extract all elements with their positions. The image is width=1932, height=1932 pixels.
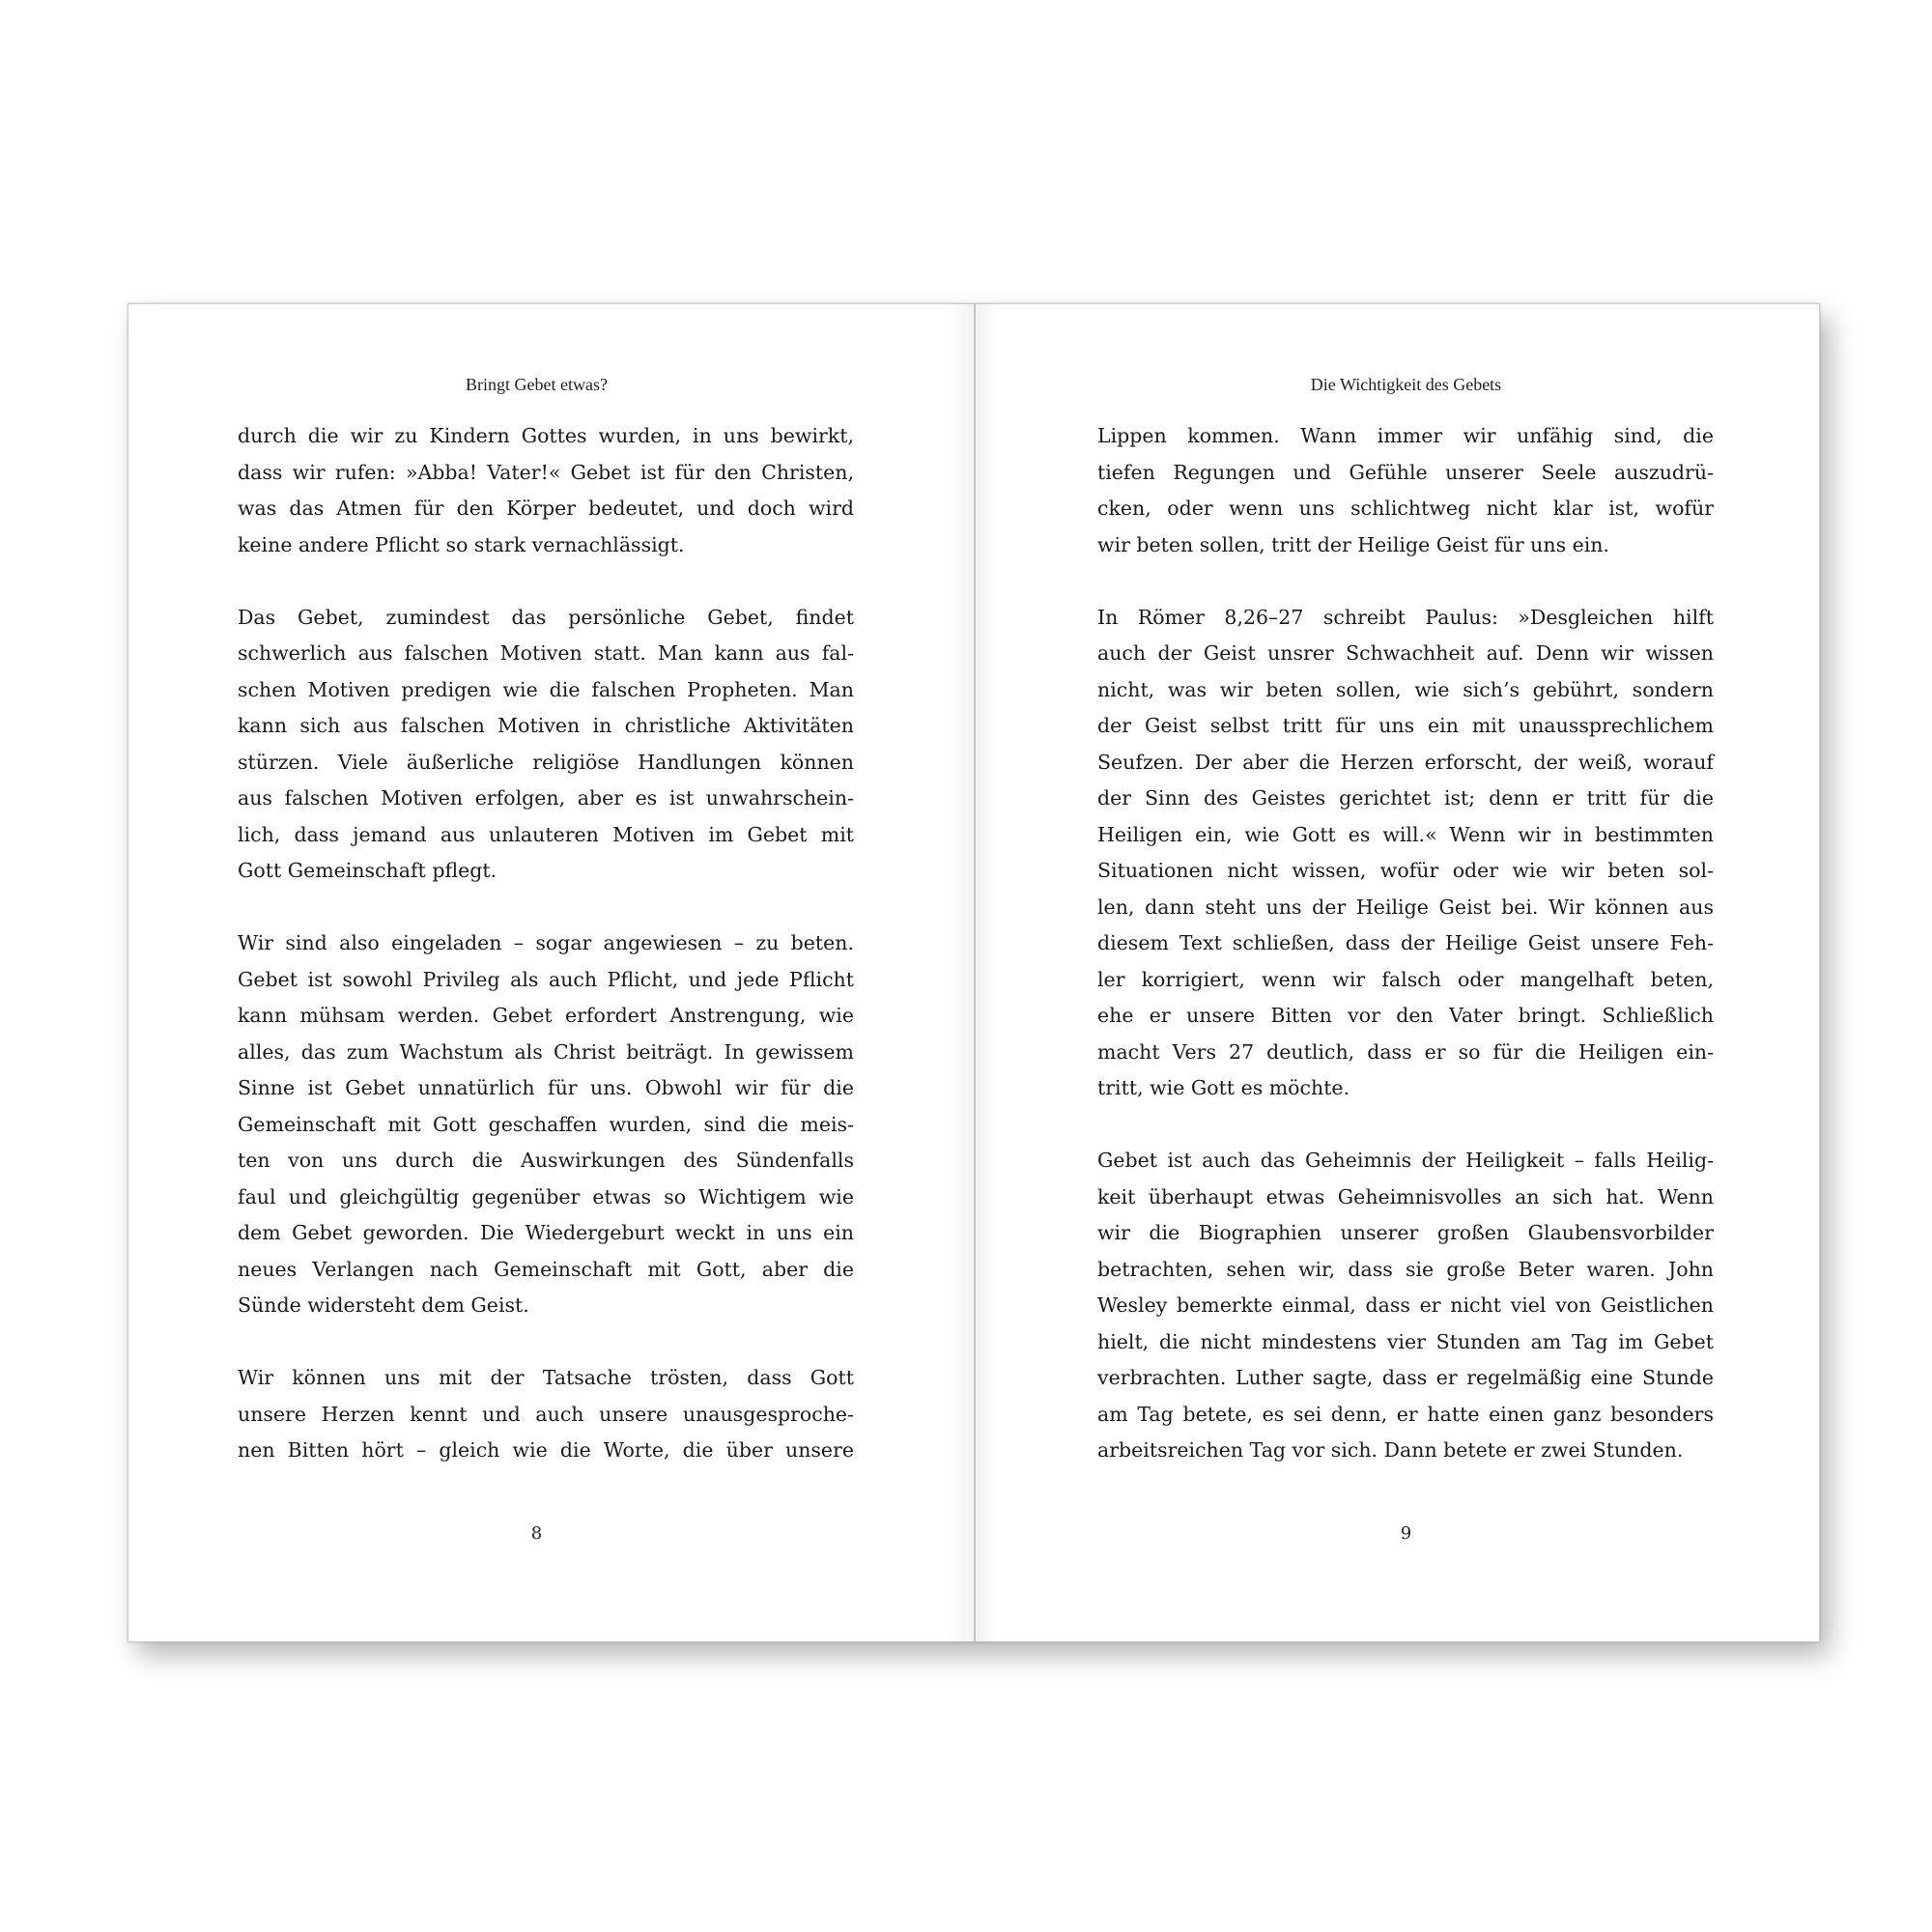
text-line: ten von uns durch die Auswirkungen des Sündenfalls (238, 1149, 854, 1172)
text-line: cken, oder wenn uns schlichtweg nicht klar ist, wofür (1097, 497, 1714, 520)
paragraph (238, 600, 854, 890)
right-page-body (1097, 418, 1714, 1505)
text-line: kann mühsam werden. Gebet erfordert Anstrengung, wie (238, 1004, 854, 1027)
paragraph (238, 1360, 854, 1469)
text-line: tiefen Regungen und Gefühle unserer Seele auszudrü- (1097, 460, 1714, 484)
text-line: durch die wir zu Kindern Gottes wurden, in uns bewirkt, (238, 424, 854, 447)
text-line: nen Bitten hört – gleich wie die Worte, die über unsere (238, 1438, 854, 1462)
text-line: wir die Biographien unserer großen Glaubensvorbilder (1097, 1221, 1714, 1244)
text-line: diesem Text schließen, dass der Heilige Geist unsere Feh- (1097, 931, 1714, 954)
text-line: aus falschen Motiven erfolgen, aber es ist unwahrschein- (238, 786, 854, 810)
text-line: nicht, was wir beten sollen, wie sich’s gebührt, sondern (1097, 677, 1714, 701)
text-line: der Sinn des Geistes gerichtet ist; denn er tritt für die (1097, 786, 1714, 810)
text-line: auch der Geist unsrer Schwachheit auf. Denn wir wissen (1097, 641, 1714, 665)
text-line: unsere Herzen kennt und auch unsere unausgesproche- (238, 1402, 854, 1426)
text-line: Wesley bemerkte einmal, dass er nicht viel von Geistlichen (1097, 1293, 1714, 1317)
text-line: Lippen kommen. Wann immer wir unfähig sind, die (1097, 424, 1714, 447)
text-line: Das Gebet, zumindest das persönliche Gebet, findet (238, 605, 854, 629)
text-line: In Römer 8,26–27 schreibt Paulus: »Desgleichen hilft (1097, 605, 1714, 629)
text-line: schen Motiven predigen wie die falschen Propheten. Man (238, 677, 854, 701)
text-line: schwerlich aus falschen Motiven statt. Man kann aus fal- (238, 641, 854, 665)
left-page (128, 303, 975, 1642)
right-page (975, 303, 1820, 1642)
text-line: wir beten sollen, tritt der Heilige Geist für uns ein. (1097, 532, 1610, 556)
text-line: am Tag betete, es sei denn, er hatte einen ganz besonders (1097, 1402, 1714, 1426)
text-line: macht Vers 27 deutlich, dass er so für die Heiligen ein- (1097, 1039, 1714, 1064)
text-line: dass wir rufen: »Abba! Vater!« Gebet ist für den Christen, (238, 460, 854, 484)
text-line: ehe er unsere Bitten vor den Vater bringt. Schließlich (1097, 1004, 1714, 1027)
text-line: betrachten, sehen wir, dass sie große Beter waren. John (1097, 1257, 1714, 1281)
text-line: ler korrigiert, wenn wir falsch oder mangelhaft beten, (1097, 967, 1714, 991)
text-line: Gebet ist auch das Geheimnis der Heiligkeit – falls Heilig- (1097, 1149, 1714, 1172)
text-line: Sünde widersteht dem Geist. (238, 1293, 529, 1317)
running-head-left: Bringt Gebet etwas? (466, 375, 608, 394)
text-line: Situationen nicht wissen, wofür oder wie wir beten sol- (1097, 859, 1714, 882)
paragraph (1097, 1143, 1714, 1469)
paragraph (238, 418, 854, 563)
text-line: Gemeinschaft mit Gott geschaffen wurden, sind die meis- (238, 1112, 854, 1136)
text-line: Heiligen ein, wie Gott es will.« Wenn wir in bestimmten (1097, 822, 1714, 846)
text-line: arbeitsreichen Tag vor sich. Dann betete er zwei Stunden. (1097, 1438, 1684, 1462)
page-number-left: 8 (530, 1523, 543, 1544)
text-line: tritt, wie Gott es möchte. (1097, 1076, 1350, 1099)
running-head-right: Die Wichtigkeit des Gebets (1310, 375, 1502, 394)
text-line: keine andere Pflicht so stark vernachlässigt. (238, 532, 685, 556)
page-number-right: 9 (1400, 1523, 1412, 1544)
text-line: Wir sind also eingeladen – sogar angewiesen – zu beten. (238, 931, 854, 954)
paragraph (1097, 418, 1714, 563)
paragraph (1097, 600, 1714, 1107)
text-line: der Geist selbst tritt für uns ein mit unaussprechlichem (1097, 714, 1714, 737)
text-line: Gott Gemeinschaft pflegt. (238, 859, 497, 882)
text-line: neues Verlangen nach Gemeinschaft mit Gott, aber die (238, 1257, 854, 1281)
left-page-body (238, 418, 854, 1505)
text-line: Gebet ist sowohl Privileg als auch Pflicht, und jede Pflicht (238, 967, 854, 991)
text-line: lich, dass jemand aus unlauteren Motiven im Gebet mit (238, 822, 854, 846)
text-line: verbrachten. Luther sagte, dass er regelmäßig eine Stunde (1097, 1366, 1714, 1389)
text-line: alles, das zum Wachstum als Christ beiträgt. In gewissem (238, 1039, 854, 1064)
paragraph (238, 925, 854, 1324)
text-line: keit überhaupt etwas Geheimnisvolles an sich hat. Wenn (1097, 1184, 1714, 1208)
text-line: hielt, die nicht mindestens vier Stunden am Tag im Gebet (1097, 1329, 1714, 1353)
text-line: faul und gleichgültig gegenüber etwas so Wichtigem wie (238, 1184, 854, 1208)
book-spread (128, 303, 1820, 1642)
text-line: Wir können uns mit der Tatsache trösten, dass Gott (238, 1366, 854, 1389)
text-line: stürzen. Viele äußerliche religiöse Handlungen können (238, 750, 854, 774)
text-line: was das Atmen für den Körper bedeutet, und doch wird (238, 497, 854, 520)
text-line: len, dann steht uns der Heilige Geist bei. Wir können aus (1097, 895, 1714, 919)
text-line: kann sich aus falschen Motiven in christliche Aktivitäten (238, 714, 854, 737)
text-line: Seufzen. Der aber die Herzen erforscht, der weiß, worauf (1097, 750, 1714, 774)
text-line: dem Gebet geworden. Die Wiedergeburt weckt in uns ein (238, 1221, 854, 1244)
text-line: Sinne ist Gebet unnatürlich für uns. Obwohl wir für die (238, 1076, 854, 1099)
